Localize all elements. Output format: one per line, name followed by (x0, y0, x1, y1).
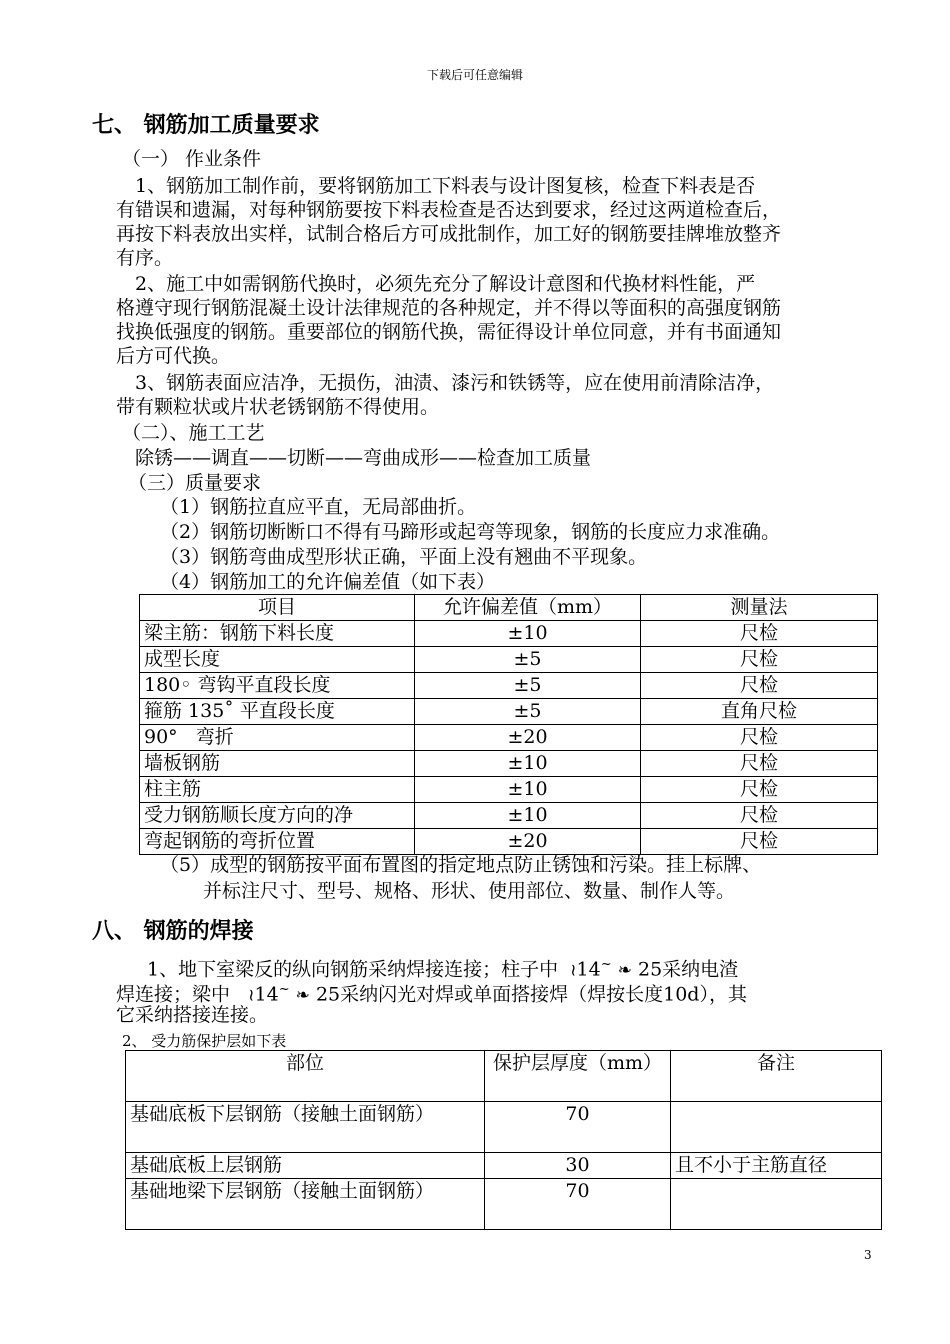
table-cell: 受力钢筋顺长度方向的净 (140, 803, 415, 829)
table-row (126, 1102, 882, 1153)
table-cell: ±10 (415, 803, 641, 829)
table-cell: 30 (485, 1153, 671, 1179)
table-row (140, 699, 878, 725)
para-2-line: 找换低强度的钢筋。重要部位的钢筋代换，需征得设计单位同意，并有书面通知 (116, 321, 782, 343)
table-cell: 基础底板上层钢筋 (126, 1153, 485, 1179)
table-cell: 70 (485, 1179, 671, 1230)
table-row (140, 647, 878, 673)
page-header: 下载后可任意编辑 (426, 68, 523, 82)
table-cell (671, 1179, 882, 1230)
section-8-title: 八、 钢筋的焊接 (92, 919, 254, 944)
welding-text: 25采纳闪光对焊或单面搭接焊（焊按长度10d），其 (315, 983, 747, 1006)
table-cell: 墙板钢筋 (140, 751, 415, 777)
para-2-line: 后方可代换。 (116, 345, 231, 367)
table-cell: 弯起钢筋的弯折位置 (140, 829, 415, 855)
page-number: 3 (864, 1248, 872, 1262)
process-flow: 除锈——调直——切断——弯曲成形——检查加工质量 (135, 447, 592, 469)
requirement-item: （3）钢筋弯曲成型形状正确，平面上没有翘曲不平现象。 (160, 546, 648, 568)
table-row (140, 829, 878, 855)
para-3-line: 3、钢筋表面应洁净，无损伤，油渍、漆污和铁锈等，应在使用前清除洁净， (135, 372, 775, 394)
table-header-cell: 保护层厚度（mm） (485, 1051, 671, 1102)
para-1-line: 1、钢筋加工制作前，要将钢筋加工下料表与设计图复核，检查下料表是否 (135, 175, 756, 197)
table-cell: ±10 (415, 777, 641, 803)
table-cell: ±5 (415, 673, 641, 699)
rebar-grade-icon: ❧ (295, 985, 310, 1006)
subheading-process: （二）、施工工艺 (122, 422, 265, 444)
table-cell: 尺检 (641, 647, 878, 673)
table-row (126, 1153, 882, 1179)
tilde-icon: ~ (278, 982, 290, 997)
subheading-work-conditions: （一） 作业条件 (122, 148, 262, 170)
table-header-cell: 测量法 (641, 595, 878, 621)
rebar-symbol-icon: ≀ (248, 985, 255, 1006)
para-1-line: 再按下料表放出实样，试制合格后方可成批制作，加工好的钢筋要挂牌堆放整齐 (116, 223, 782, 245)
table-row (140, 673, 878, 699)
table-row (140, 725, 878, 751)
requirement-item-5: （5）成型的钢筋按平面布置图的指定地点防止锈蚀和污染。挂上标牌、 (160, 854, 762, 876)
table-cell: ±20 (415, 725, 641, 751)
table-cell: 180◦ 弯钩平直段长度 (140, 673, 415, 699)
para-1-line: 有错误和遗漏，对每种钢筋要按下料表检查是否达到要求，经过这两道检查后， (116, 199, 782, 221)
requirement-item-5-cont: 并标注尺寸、型号、规格、形状、使用部位、数量、制作人等。 (203, 880, 736, 902)
tilde-icon: ~ (600, 957, 612, 972)
table-cell: 基础底板下层钢筋（接触土面钢筋） (126, 1102, 485, 1153)
table-cell: 尺检 (641, 829, 878, 855)
welding-text: 1、地下室梁反的纵向钢筋采纳焊接连接；柱子中 (147, 958, 571, 981)
welding-text: 焊连接；梁中 (116, 983, 249, 1006)
table-row (140, 751, 878, 777)
requirement-item: （2）钢筋切断断口不得有马蹄形或起弯等现象，钢筋的长度应力求准确。 (160, 521, 781, 543)
table-cell: 尺检 (641, 777, 878, 803)
para-2-line: 2、施工中如需钢筋代换时，必须先充分了解设计意图和代换材料性能，严 (135, 273, 756, 295)
table-cell (671, 1102, 882, 1153)
welding-diameter: 14 (254, 983, 279, 1006)
table-row (140, 777, 878, 803)
table-cell: 90° 弯折 (140, 725, 415, 751)
para-1-line: 有序。 (116, 247, 174, 269)
section-7-title: 七、 钢筋加工质量要求 (92, 113, 320, 138)
table-cell: 尺检 (641, 803, 878, 829)
table-header-row (140, 595, 878, 621)
table-cell: ±10 (415, 751, 641, 777)
tolerance-table (139, 594, 878, 855)
para-2-line: 格遵守现行钢筋混凝土设计法律规范的各种规定，并不得以等面积的高强度钢筋 (116, 297, 782, 319)
requirement-item: （4）钢筋加工的允许偏差值（如下表） (160, 571, 496, 593)
table-cell: 70 (485, 1102, 671, 1153)
rebar-grade-icon: ❧ (617, 960, 632, 981)
table-cell: 直角尺检 (641, 699, 878, 725)
cover-table-caption: 2、 受力筋保护层如下表 (122, 1032, 287, 1050)
table-row (140, 803, 878, 829)
table-header-cell: 备注 (671, 1051, 882, 1102)
table-header-row (126, 1051, 882, 1102)
table-cell: 尺检 (641, 621, 878, 647)
table-header-cell: 项目 (140, 595, 415, 621)
rebar-symbol-icon: ≀ (570, 960, 577, 981)
subheading-quality: （三）质量要求 (128, 472, 262, 494)
cover-thickness-table (125, 1050, 882, 1230)
table-row (126, 1179, 882, 1230)
welding-text: 25采纳电渣 (637, 958, 739, 981)
table-cell: 尺检 (641, 751, 878, 777)
table-cell: ±10 (415, 621, 641, 647)
table-cell: 成型长度 (140, 647, 415, 673)
table-cell: 且不小于主筋直径 (671, 1153, 882, 1179)
table-cell: 箍筋 135˚ 平直段长度 (140, 699, 415, 725)
table-cell: 梁主筋：钢筋下料长度 (140, 621, 415, 647)
table-header-cell: 允许偏差值（mm） (415, 595, 641, 621)
para-3-line: 带有颗粒状或片状老锈钢筋不得使用。 (116, 396, 440, 418)
table-cell: ±5 (415, 699, 641, 725)
table-cell: ±5 (415, 647, 641, 673)
table-cell: 尺检 (641, 673, 878, 699)
table-cell: 柱主筋 (140, 777, 415, 803)
requirement-item: （1）钢筋拉直应平直，无局部曲折。 (160, 496, 477, 518)
table-cell: 尺检 (641, 725, 878, 751)
table-row (140, 621, 878, 647)
table-cell: 基础地梁下层钢筋（接触土面钢筋） (126, 1179, 485, 1230)
welding-para-line-3: 它采纳搭接连接。 (116, 1004, 269, 1026)
welding-diameter: 14 (576, 958, 601, 981)
table-cell: ±20 (415, 829, 641, 855)
table-header-cell: 部位 (126, 1051, 485, 1102)
